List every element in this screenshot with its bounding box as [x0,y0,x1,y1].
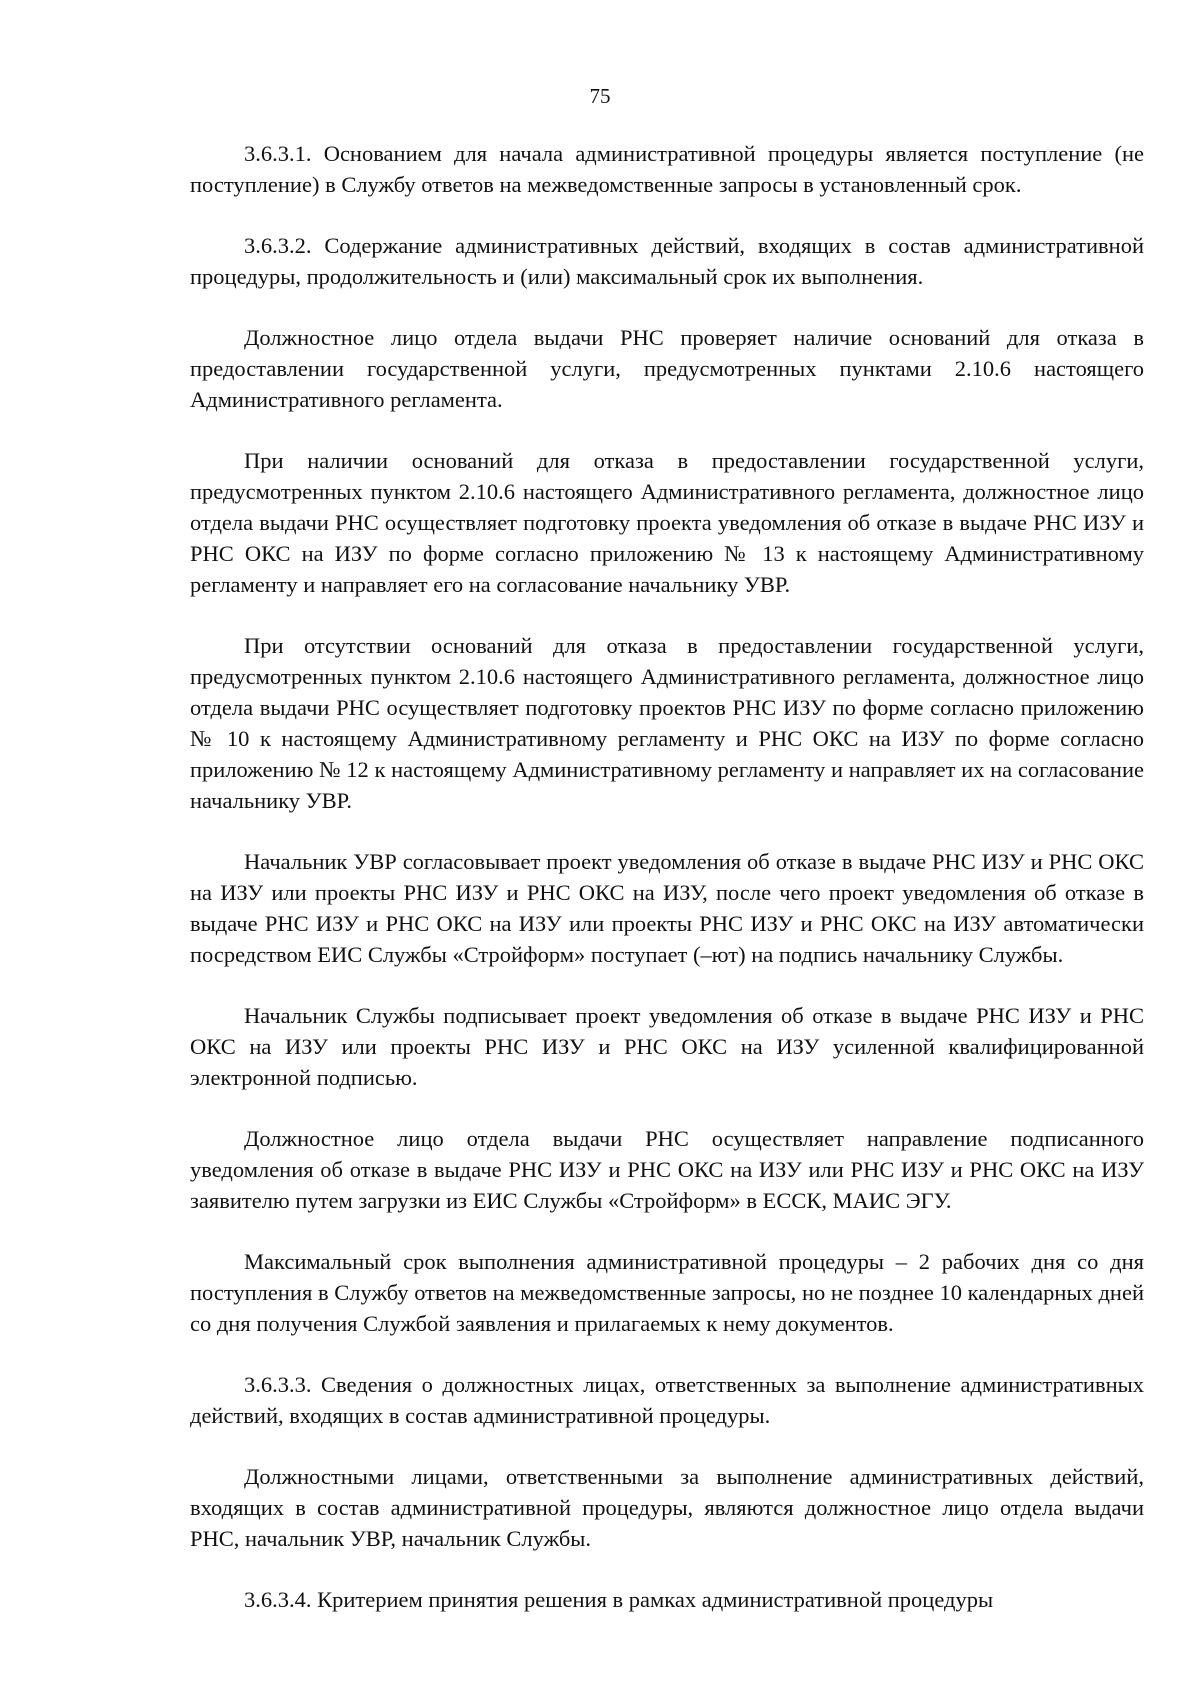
paragraph-3-6-3-1: 3.6.3.1. Основанием для начала административной процедуры является поступление (не поступление) в Службу ответов на межведомственные запросы в установленный срок. [190,141,1144,197]
paragraph-head-signs: Начальник Службы подписывает проект уведомления об отказе в выдаче РНС ИЗУ и РНС ОКС на ИЗУ или проекты РНС ИЗУ и РНС ОКС на ИЗУ усиленной квалифицированной электронной подписью. [190,1003,1144,1090]
page-number: 75 [589,84,611,108]
paragraph-refusal-grounds-present: При наличии оснований для отказа в предоставлении государственной услуги, предусмотренных пунктом 2.10.6 настоящего Административного регламента, должностное лицо отдела выдачи РНС осуществляет подготовку проекта уведомления об отказе в выдаче РНС ИЗУ и РНС ОКС на ИЗУ по форме согласно приложению № 13 к настоящему Административному регламенту и направляет его на согласование начальнику УВР. [190,448,1144,597]
paragraph-3-6-3-4: 3.6.3.4. Критерием принятия решения в рамках административной процедуры [244,1587,994,1612]
paragraph-max-term: Максимальный срок выполнения административной процедуры – 2 рабочих дня со дня поступления в Службу ответов на межведомственные запросы, но не позднее 10 календарных дней со дня получения Службой заявления и прилагаемых к нему документов. [190,1249,1144,1336]
paragraph-3-6-3-2: 3.6.3.2. Содержание административных действий, входящих в состав административной процедуры, продолжительность и (или) максимальный срок их выполнения. [190,233,1144,289]
paragraph-uvr-approval: Начальник УВР согласовывает проект уведомления об отказе в выдаче РНС ИЗУ и РНС ОКС на ИЗУ или проекты РНС ИЗУ и РНС ОКС на ИЗУ, после чего проект уведомления об отказе в выдаче РНС ИЗУ и РНС ОКС на ИЗУ или проекты РНС ИЗУ и РНС ОКС на ИЗУ автоматически посредством ЕИС Службы «Стройформ» поступает (–ют) на подпись начальнику Службы. [190,849,1144,967]
paragraph-send-notice: Должностное лицо отдела выдачи РНС осуществляет направление подписанного уведомления об отказе в выдаче РНС ИЗУ и РНС ОКС на ИЗУ или РНС ИЗУ и РНС ОКС на ИЗУ заявителю путем загрузки из ЕИС Службы «Стройформ» в ЕССК, МАИС ЭГУ. [190,1126,1144,1213]
paragraph-check-grounds: Должностное лицо отдела выдачи РНС проверяет наличие оснований для отказа в предоставлении государственной услуги, предусмотренных пунктами 2.10.6 настоящего Административного регламента. [190,325,1144,412]
document-body [190,138,1144,1615]
paragraph-refusal-grounds-absent: При отсутствии оснований для отказа в предоставлении государственной услуги, предусмотренных пунктом 2.10.6 настоящего Административного регламента, должностное лицо отдела выдачи РНС осуществляет подготовку проектов РНС ИЗУ по форме согласно приложению № 10 к настоящему Административному регламенту и РНС ОКС на ИЗУ по форме согласно приложению № 12 к настоящему Административному регламенту и направляет их на согласование начальнику УВР. [190,633,1144,813]
paragraph-3-6-3-3: 3.6.3.3. Сведения о должностных лицах, ответственных за выполнение административных действий, входящих в состав административной процедуры. [190,1372,1144,1428]
paragraph-responsible-officials: Должностными лицами, ответственными за выполнение административных действий, входящих в состав административной процедуры, являются должностное лицо отдела выдачи РНС, начальник УВР, начальник Службы. [190,1464,1144,1551]
